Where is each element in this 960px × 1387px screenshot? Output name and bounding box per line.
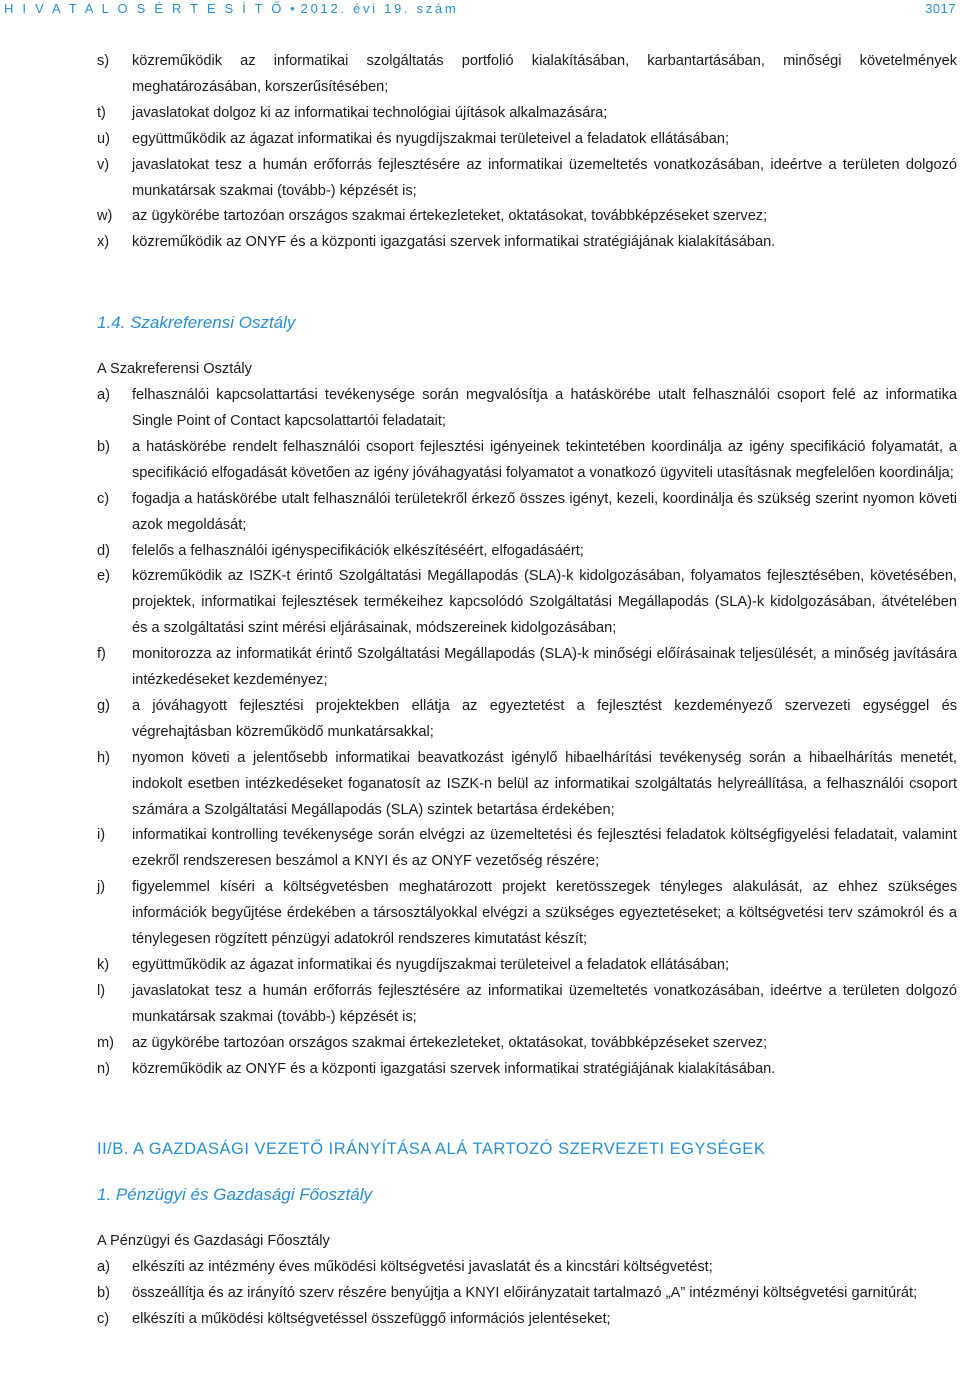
list-item [97,694,957,746]
item-label: b) [97,1285,110,1302]
section-intro: A Pénzügyi és Gazdasági Főosztály [97,1233,330,1250]
item-text: közreműködik az ONYF és a központi igazgatási szervek informatikai stratégiájának kialakításában. [132,1060,776,1077]
item-label: e) [97,568,110,585]
list-item [97,49,957,101]
list-item [97,230,957,256]
item-text: elkészíti az intézmény éves működési költségvetési javaslatát és a kincstári költségvetést; [132,1259,713,1276]
item-label: h) [97,749,110,766]
list-continuation [97,49,957,256]
journal-title: H I V A T A L O S É R T E S Í T Ő [4,0,285,16]
item-text: nyomon követi a jelentősebb informatikai beavatkozást igénylő hibaelhárítási tevékenység során a hibaelhárítás menetét, indokolt esetben intézkedéseket foganatosít az ISZK-n belül az informatikai szolgáltatás helyreállítása, a felhasználói csoport számára a Szolgáltatási Megállapodás (SLA) szintek betartása érdekében; [132,749,957,818]
list-item [97,875,957,953]
list-item [97,823,957,875]
list-item [97,1255,957,1281]
penzugyi-list [97,1255,957,1333]
item-label: g) [97,697,110,714]
item-text: felhasználói kapcsolattartási tevékenysége során megvalósítja a hatáskörébe utalt felhasználói csoport felé az informatika Single Point of Contact kapcsolattartói feladatait; [132,387,957,429]
header-left [4,1,458,16]
page-number: 3017 [925,0,956,16]
item-text: együttműködik az ágazat informatikai és nyugdíjszakmai területeivel a feladatok ellátásában; [132,130,730,147]
item-label: d) [97,542,110,559]
item-label: x) [97,234,110,251]
item-text: figyelemmel kíséri a költségvetésben meghatározott projekt keretösszegek tényleges alakulását, az ehhez szükséges információk begyűjtése érdekében a társosztályokkal elvégzi a szükséges egyeztetéseket; a költségvetési terv számokról és a ténylegesen rögzített pénzügyi adatokról rendszeres kimutatást készít; [132,879,957,948]
list-item [97,1057,957,1083]
list-item [97,539,957,565]
item-text: közreműködik az ONYF és a központi igazgatási szervek informatikai stratégiájának kialakításában. [132,234,776,251]
list-item [97,564,957,642]
item-label: b) [97,438,110,455]
item-label: u) [97,130,110,147]
item-label: a) [97,387,110,404]
item-label: i) [97,827,106,844]
list-item [97,487,957,539]
szakreferensi-list [97,383,957,1082]
list-item [97,204,957,230]
list-item [97,642,957,694]
list-item [97,153,957,205]
list-item [97,383,957,435]
issue-label: 2012. évi 19. szám [300,0,459,16]
item-label: m) [97,1034,115,1051]
list-item [97,101,957,127]
item-label: a) [97,1259,110,1276]
item-label: j) [97,879,106,896]
item-text: az ügykörébe tartozóan országos szakmai értekezleteket, oktatásokat, továbbképzéseket szervez; [132,208,768,225]
part-heading-iib: II/B. A GAZDASÁGI VEZETŐ IRÁNYÍTÁSA ALÁ TARTOZÓ SZERVEZETI EGYSÉGEK [97,1139,766,1158]
item-label: v) [97,156,110,173]
item-label: k) [97,957,110,973]
item-text: együttműködik az ágazat informatikai és nyugdíjszakmai területeivel a feladatok ellátásában; [132,957,730,973]
item-text: közreműködik az ISZK-t érintő Szolgáltatási Megállapodás (SLA)-k kidolgozásában, folyamatos fejlesztésében, követésében, projektek, informatikai fejlesztések termékeihez kapcsolódó Szolgáltatási Megállapodás (SLA)-k kidolgozásában, átvételében és a szolgáltatási szint mérési eljárásainak, módszereinek kidolgozásában; [132,568,957,637]
section-heading-szakreferensi: 1.4. Szakreferensi Osztály [97,313,296,333]
list-item [97,435,957,487]
item-label: c) [97,1311,110,1328]
item-text: fogadja a hatáskörébe utalt felhasználói területekről érkező összes igényt, kezeli, koordinálja és szükség szerint nyomon követi azok megoldását; [132,490,957,533]
item-label: n) [97,1060,110,1077]
item-label: c) [97,490,110,507]
list-item [97,953,957,979]
list-item [97,746,957,824]
item-text: összeállítja és az irányító szerv részére benyújtja a KNYI előirányzatait tartalmazó „A” intézményi költségvetési garnitúrát; [132,1285,918,1302]
item-label: s) [97,53,110,69]
header-bullet: • [290,0,295,16]
document-body [97,49,957,1333]
item-text: a jóváhagyott fejlesztési projektekben ellátja az egyeztetést a fejlesztést kezdeményező szervezeti egységgel és végrehajtásban közreműködő munkatársakkal; [132,697,957,740]
item-text: javaslatokat dolgoz ki az informatikai technológiai újítások alkalmazására; [132,104,608,121]
item-text: közreműködik az informatikai szolgáltatás portfolió kialakításában, karbantartásában, minőségi követelmények meghatározásában, korszerűsítésében; [132,53,957,95]
list-item [97,979,957,1031]
item-text: monitorozza az informatikát érintő Szolgáltatási Megállapodás (SLA)-k minőségi előírásainak teljesülését, a minőség javítására intézkedéseket kezdeményez; [132,646,957,689]
list-item [97,1307,957,1333]
section-heading-penzugyi: 1. Pénzügyi és Gazdasági Főosztály [97,1185,372,1205]
item-label: f) [97,646,106,663]
section-intro: A Szakreferensi Osztály [97,361,252,378]
list-item [97,127,957,153]
item-label: w) [97,208,113,225]
item-label: l) [97,982,106,999]
item-text: informatikai kontrolling tevékenysége során elvégzi az üzemeltetési és fejlesztési feladatok költségfigyelési feladatait, valamint ezekről rendszeresen beszámol a KNYI és az ONYF vezetőség részére; [132,827,957,870]
item-text: elkészíti a működési költségvetéssel összefüggő információs jelentéseket; [132,1311,611,1328]
item-text: a hatáskörébe rendelt felhasználói csoport fejlesztési igényeinek tekintetében koordinálja az igény specifikáció folyamatát, a specifikáció elfogadását követően az igény jóváhagyatási folyamatot a vonatkozó ügyviteli utasításnak megfelelően koordinálja; [132,438,957,481]
item-text: javaslatokat tesz a humán erőforrás fejlesztésére az informatikai üzemeltetés vonatkozásában, ideértve a területen dolgozó munkatársak szakmai (tovább-) képzését is; [132,156,957,199]
running-header [4,0,956,16]
item-text: javaslatokat tesz a humán erőforrás fejlesztésére az informatikai üzemeltetés vonatkozásában, ideértve a területen dolgozó munkatársak szakmai (tovább-) képzését is; [132,982,957,1025]
list-item [97,1281,957,1307]
item-text: felelős a felhasználói igényspecifikációk elkészítéséért, elfogadásáért; [132,542,584,559]
item-label: t) [97,104,106,121]
list-item [97,1031,957,1057]
item-text: az ügykörébe tartozóan országos szakmai értekezleteket, oktatásokat, továbbképzéseket szervez; [132,1034,768,1051]
